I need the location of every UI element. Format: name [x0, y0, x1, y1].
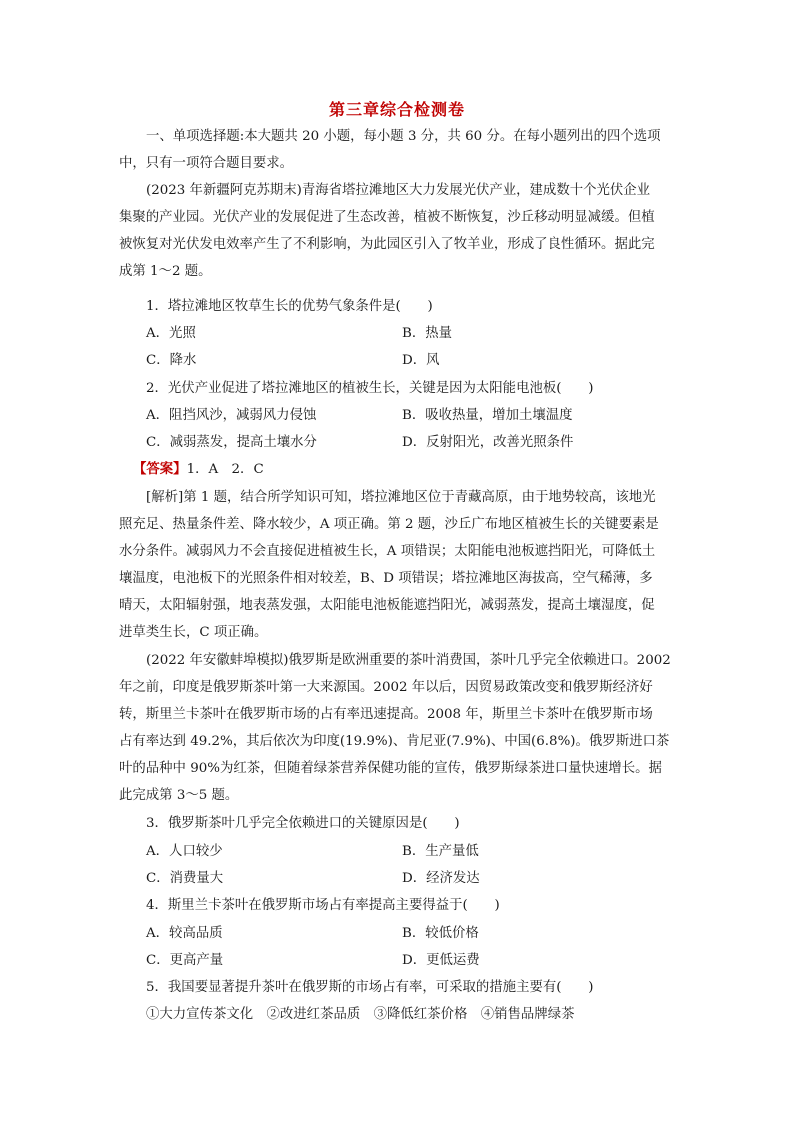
question-1-stem: 1．塔拉滩地区牧草生长的优势气象条件是( ) — [146, 299, 433, 314]
question-3-option-b: B．生产量低 — [402, 844, 479, 859]
answer-text: 1．A 2．C — [186, 462, 264, 477]
passage1-line: 集聚的产业园。光伏产业的发展促进了生态改善，植被不断恢复，沙丘移动明显减缓。但植 — [119, 210, 655, 225]
analysis1-line: 进草类生长，C 项正确。 — [119, 625, 268, 640]
question-4-stem: 4．斯里兰卡茶叶在俄罗斯市场占有率提高主要得益于( ) — [146, 898, 500, 913]
passage2-line: 叶的品种中 90%为红茶，但随着绿茶营养保健功能的宣传，俄罗斯绿茶进口量快速增长。据 — [119, 761, 662, 776]
question-2-stem: 2．光伏产业促进了塔拉滩地区的植被生长，关键是因为太阳能电池板( ) — [146, 381, 594, 396]
analysis1-line: 照充足、热量条件差、降水较少，A 项正确。第 2 题，沙丘广布地区植被生长的关键要素是 — [119, 517, 659, 532]
section-instruction-line2: 中，只有一项符合题目要求。 — [119, 156, 294, 171]
analysis1-line: 晴天，太阳辐射强，地表蒸发强，太阳能电池板能遮挡阳光，减弱蒸发，提高土壤湿度，促 — [119, 598, 655, 613]
passage2-line: 转，斯里兰卡茶叶在俄罗斯市场的占有率迅速提高。2008 年，斯里兰卡茶叶在俄罗斯市场 — [119, 707, 653, 722]
answer-line-1 — [133, 458, 264, 477]
question-4-option-b: B．较低价格 — [402, 926, 479, 941]
passage1-line: (2023 年新疆阿克苏期末)青海省塔拉滩地区大力发展光伏产业，建成数十个光伏企业 — [146, 183, 651, 198]
question-1-option-c: C．降水 — [146, 353, 197, 368]
question-2-option-a: A．阻挡风沙，减弱风力侵蚀 — [146, 408, 317, 423]
answer-tag: 【答案】 — [133, 461, 187, 477]
passage1-line: 成第 1～2 题。 — [119, 264, 212, 279]
analysis1-line: 壤温度，电池板下的光照条件相对较差，B、D 项错误；塔拉滩地区海拔高，空气稀薄，多 — [119, 571, 653, 586]
question-3-option-d: D．经济发达 — [402, 871, 480, 886]
passage2-line: (2022 年安徽蚌埠模拟)俄罗斯是欧洲重要的茶叶消费国，茶叶几乎完全依赖进口。2002 — [146, 653, 671, 668]
passage2-line: 占有率达到 49.2%，其后依次为印度(19.9%)、肯尼亚(7.9%)、中国(6.8%)。俄罗斯进口茶 — [119, 734, 670, 749]
question-4-option-c: C．更高产量 — [146, 953, 224, 968]
question-5-stem: 5．我国要显著提升茶叶在俄罗斯的市场占有率，可采取的措施主要有( ) — [146, 980, 594, 995]
question-1-option-d: D．风 — [402, 353, 440, 368]
analysis1-line: 水分条件。减弱风力不会直接促进植被生长，A 项错误；太阳能电池板遮挡阳光，可降低土 — [119, 544, 656, 559]
analysis1-line: [解析]第 1 题，结合所学知识可知，塔拉滩地区位于青藏高原，由于地势较高，该地光 — [146, 490, 656, 505]
question-4-option-a: A．较高品质 — [146, 926, 223, 941]
passage2-line: 此完成第 3～5 题。 — [119, 788, 239, 803]
question-5-options: ①大力宣传茶文化 ②改进红茶品质 ③降低红茶价格 ④销售品牌绿茶 — [146, 1007, 575, 1022]
question-3-option-a: A．人口较少 — [146, 844, 223, 859]
question-3-stem: 3．俄罗斯茶叶几乎完全依赖进口的关键原因是( ) — [146, 816, 460, 831]
question-2-option-b: B．吸收热量，增加土壤温度 — [402, 408, 573, 423]
question-2-option-d: D．反射阳光，改善光照条件 — [402, 435, 574, 450]
question-1-option-b: B．热量 — [402, 326, 453, 341]
passage2-line: 年之前，印度是俄罗斯茶叶第一大来源国。2002 年以后，因贸易政策改变和俄罗斯经济好 — [119, 680, 653, 695]
question-2-option-c: C．减弱蒸发，提高土壤水分 — [146, 435, 317, 450]
question-3-option-c: C．消费量大 — [146, 871, 224, 886]
question-1-option-a: A．光照 — [146, 326, 196, 341]
page-title: 第三章综合检测卷 — [328, 100, 465, 119]
passage1-line: 被恢复对光伏发电效率产生了不利影响，为此园区引入了牧羊业，形成了良性循环。据此完 — [119, 237, 655, 252]
question-4-option-d: D．更低运费 — [402, 953, 480, 968]
section-instruction-line1: 一、单项选择题:本大题共 20 小题，每小题 3 分，共 60 分。在每小题列出的四个选项 — [146, 129, 661, 144]
